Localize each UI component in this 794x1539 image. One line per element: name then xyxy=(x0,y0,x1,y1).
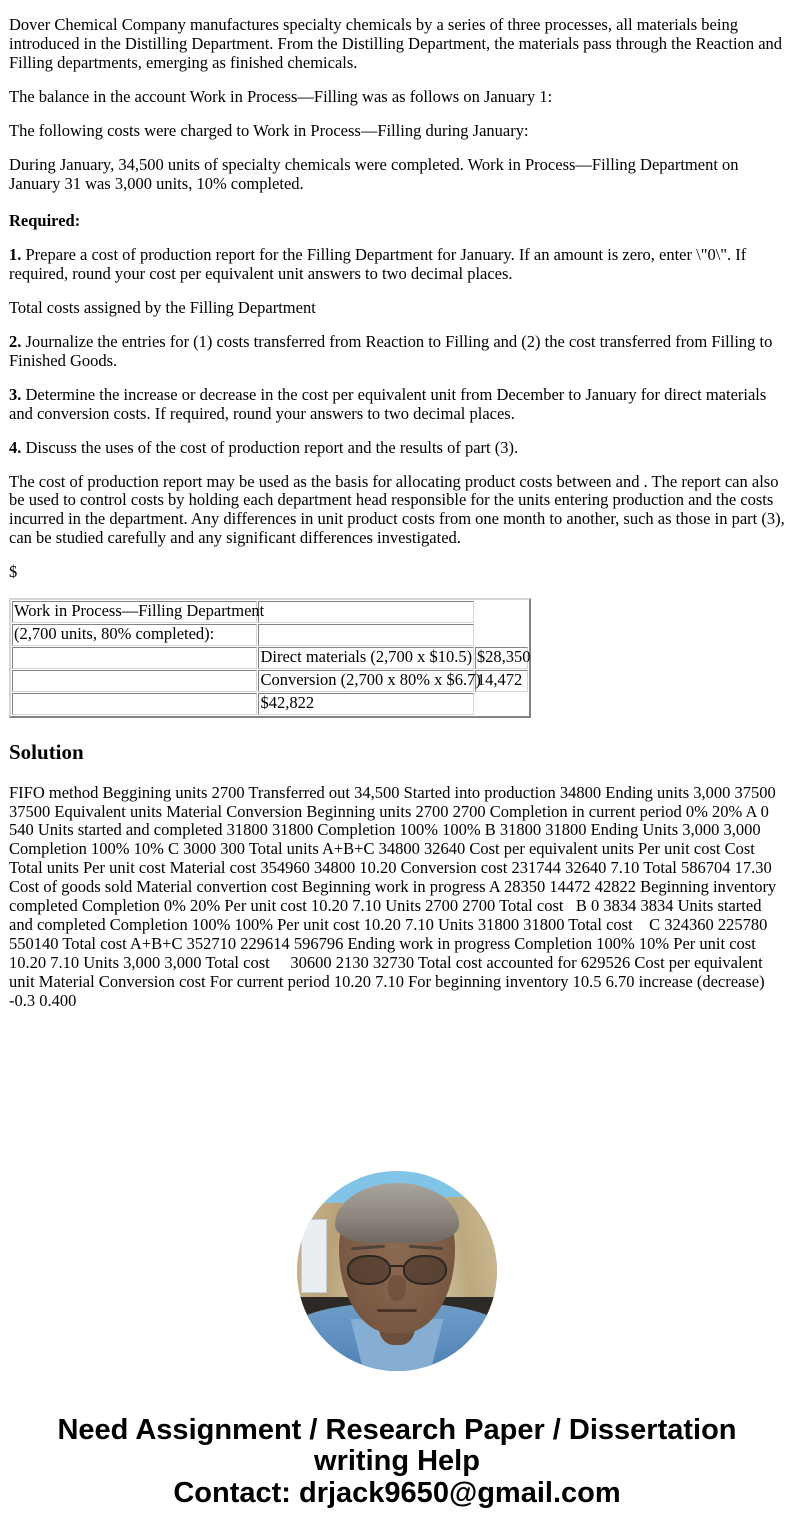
promo-footer xyxy=(9,1415,785,1508)
dollar-sign-line: $ xyxy=(9,562,18,582)
photo-eyeglass-left xyxy=(347,1255,391,1285)
promo-contact-line: Contact: drjack9650@gmail.com xyxy=(173,1476,621,1509)
table-row xyxy=(12,670,528,692)
cell-description xyxy=(258,601,473,623)
cell-department-title: Work in Process—Filling Department xyxy=(12,601,257,623)
requirement-4-number: 4. xyxy=(9,437,22,457)
promo-line-1: Need Assignment / Research Paper / Dissertation xyxy=(57,1414,737,1447)
table-row xyxy=(12,693,528,715)
cell-amount xyxy=(475,601,528,623)
cell-label xyxy=(12,693,257,715)
requirement-3-text: Determine the increase or decrease in the cost per equivalent unit from December to January for direct materials and conversion costs. If required, round your answers to two decimal places. xyxy=(9,384,767,423)
promo-line-2: writing Help xyxy=(314,1444,480,1477)
requirement-2-number: 2. xyxy=(9,331,22,351)
cell-units-completion: (2,700 units, 80% completed): xyxy=(12,624,257,646)
photo-mouth xyxy=(377,1309,417,1312)
avatar xyxy=(297,1171,497,1371)
requirement-1-number: 1. xyxy=(9,244,22,264)
requirement-2-text: Journalize the entries for (1) costs transferred from Reaction to Filling and (2) the cost transferred from Filling to Finished Goods. xyxy=(9,331,773,370)
cell-total-amount: $42,822 xyxy=(258,693,473,715)
intro-paragraph-2: The balance in the account Work in Process—Filling was as follows on January 1: xyxy=(9,86,553,106)
cell-conversion: Conversion (2,700 x 80% x $6.7) xyxy=(258,670,473,692)
cell-direct-materials: Direct materials (2,700 x $10.5) xyxy=(258,647,473,669)
intro-paragraph-3: The following costs were charged to Work in Process—Filling during January: xyxy=(9,120,529,140)
work-in-process-table xyxy=(9,598,531,718)
cell-description xyxy=(258,624,473,646)
solution-body-text: FIFO method Beggining units 2700 Transferred out 34,500 Started into production 34800 Ending units 3,000 37500 37500 Equivalent units Material Conversion Beginning units 2700 2700 Completion in current period 0% 20% A 0 540 Units started and completed 31800 31800 Completion 100% 100% B 31800 31800 Ending Units 3,000 3,000 Completion 100% 10% C 3000 300 Total units A+B+C 34800 32640 Cost per equivalent units Per unit cost Cost Total units Per unit cost Material cost 354960 34800 10.20 Conversion cost 231744 32640 7.10 Total 586704 17.30 Cost of goods sold Material convertion cost Beginning work in progress A 28350 14472 42822 Beginning inventory completed Completion 0% 20% Per unit cost 10.20 7.10 Units 2700 2700 Total cost B 0 3834 3834 Units started and completed Completion 100% 100% Per unit cost 10.20 7.10 Units 31800 31800 Total cost C 324360 225780 550140 Total cost A+B+C 352710 229614 596796 Ending work in progress Completion 100% 10% Per unit cost 10.20 7.10 Units 3,000 3,000 Total cost 30600 2130 32730 Total cost accounted for 629526 Cost per equivalent unit Material Conversion cost For current period 10.20 7.10 For beginning inventory 10.5 6.70 increase (decrease) -0.3 0.400 xyxy=(9,782,781,1011)
photo-eyeglass-right xyxy=(403,1255,447,1285)
table-row xyxy=(12,601,528,623)
photo-nose xyxy=(388,1275,406,1301)
photo-background-door xyxy=(301,1219,327,1293)
table-row xyxy=(12,647,528,669)
cell-direct-materials-amount: $28,350 xyxy=(475,647,528,669)
cell-label xyxy=(12,670,257,692)
required-heading: Required: xyxy=(9,210,81,230)
cell-conversion-amount: 14,472 xyxy=(475,670,528,692)
total-costs-assigned-line: Total costs assigned by the Filling Department xyxy=(9,297,316,317)
table-row xyxy=(12,624,528,646)
requirement-1 xyxy=(9,246,785,284)
cell-empty xyxy=(475,693,528,715)
solution-heading: Solution xyxy=(9,740,84,765)
requirement-3-number: 3. xyxy=(9,384,22,404)
requirement-4 xyxy=(9,439,785,458)
requirement-2 xyxy=(9,333,785,371)
requirement-1-text: Prepare a cost of production report for the Filling Department for January. If an amount is zero, enter \"0\". If required, round your cost per equivalent unit answers to two decimal places. xyxy=(9,244,747,283)
requirement-3 xyxy=(9,386,785,424)
table-body xyxy=(12,601,531,715)
intro-paragraph-4: During January, 34,500 units of specialty chemicals were completed. Work in Process—Filling Department on January 31 was 3,000 units, 10% completed. xyxy=(9,154,739,193)
cell-amount xyxy=(475,624,528,646)
avatar-container xyxy=(9,1171,785,1371)
document-page xyxy=(0,16,794,1508)
cell-label xyxy=(12,647,257,669)
photo-eyeglass-bridge xyxy=(390,1265,404,1267)
intro-paragraph-1: Dover Chemical Company manufactures specialty chemicals by a series of three processes, all materials being introduced in the Distilling Department. From the Distilling Department, the materials pass through the Reaction and Filling departments, emerging as finished chemicals. xyxy=(9,15,783,72)
requirement-4-text: Discuss the uses of the cost of production report and the results of part (3). xyxy=(21,437,519,457)
discussion-paragraph: The cost of production report may be used as the basis for allocating product costs between and . The report can also be used to control costs by holding each department head responsible for the units entering production and the costs incurred in the department. Any differences in unit product costs from one month to another, such as those in part (3), can be studied carefully and any significant differences investigated. xyxy=(9,471,785,548)
